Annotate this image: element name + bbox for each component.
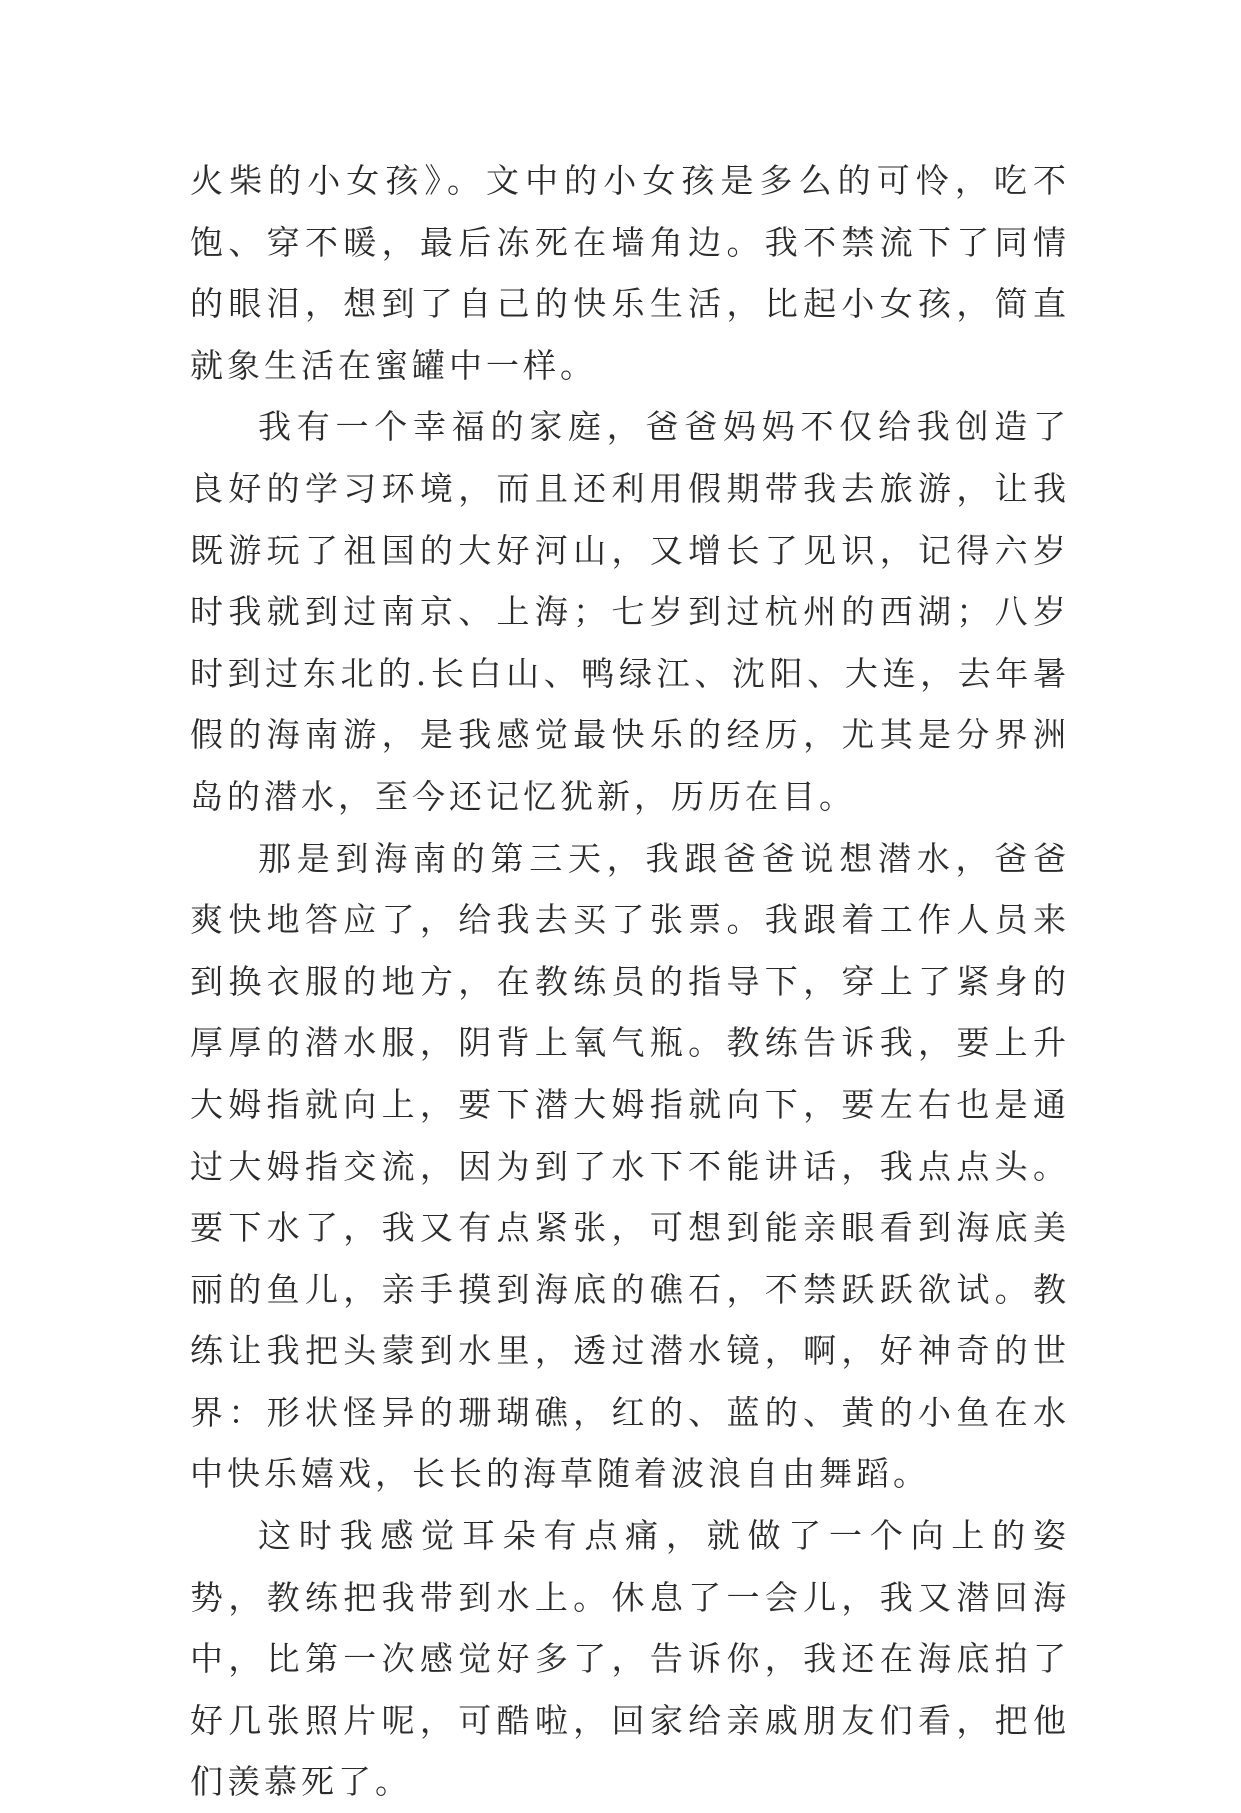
paragraph-3: 那是到海南的第三天，我跟爸爸说想潜水，爸爸爽快地答应了，给我去买了张票。我跟着工作人员来到换衣服的地方，在教练员的指导下，穿上了紧身的厚厚的潜水服，阴背上氧气瓶。教练告诉我，要上升大姆指就向上，要下潜大姆指就向下，要左右也是通过大姆指交流，因为到了水下不能讲话，我点点头。要下水了，我又有点紧张，可想到能亲眼看到海底美丽的鱼儿，亲手摸到海底的礁石，不禁跃跃欲试。教练让我把头蒙到水里，透过潜水镜，啊，好神奇的世界：形状怪异的珊瑚礁，红的、蓝的、黄的小鱼在水中快乐嬉戏，长长的海草随着波浪自由舞蹈。 (190, 838, 1070, 1494)
essay-body (190, 150, 1070, 1813)
paragraph-4: 这时我感觉耳朵有点痛，就做了一个向上的姿势，教练把我带到水上。休息了一会儿，我又潜回海中，比第一次感觉好多了，告诉你，我还在海底拍了好几张照片呢，可酷啦，回家给亲戚朋友们看，把他们羡慕死了。 (190, 1516, 1070, 1802)
paragraph-1: 火柴的小女孩》。文中的小女孩是多么的可怜，吃不饱、穿不暖，最后冻死在墙角边。我不禁流下了同情的眼泪，想到了自己的快乐生活，比起小女孩，简直就象生活在蜜罐中一样。 (190, 161, 1070, 385)
paragraph-2: 我有一个幸福的家庭，爸爸妈妈不仅给我创造了良好的学习环境，而且还利用假期带我去旅游，让我既游玩了祖国的大好河山，又增长了见识，记得六岁时我就到过南京、上海；七岁到过杭州的西湖；八岁时到过东北的.长白山、鸭绿江、沈阳、大连，去年暑假的海南游，是我感觉最快乐的经历，尤其是分界洲岛的潜水，至今还记忆犹新，历历在目。 (190, 407, 1070, 816)
